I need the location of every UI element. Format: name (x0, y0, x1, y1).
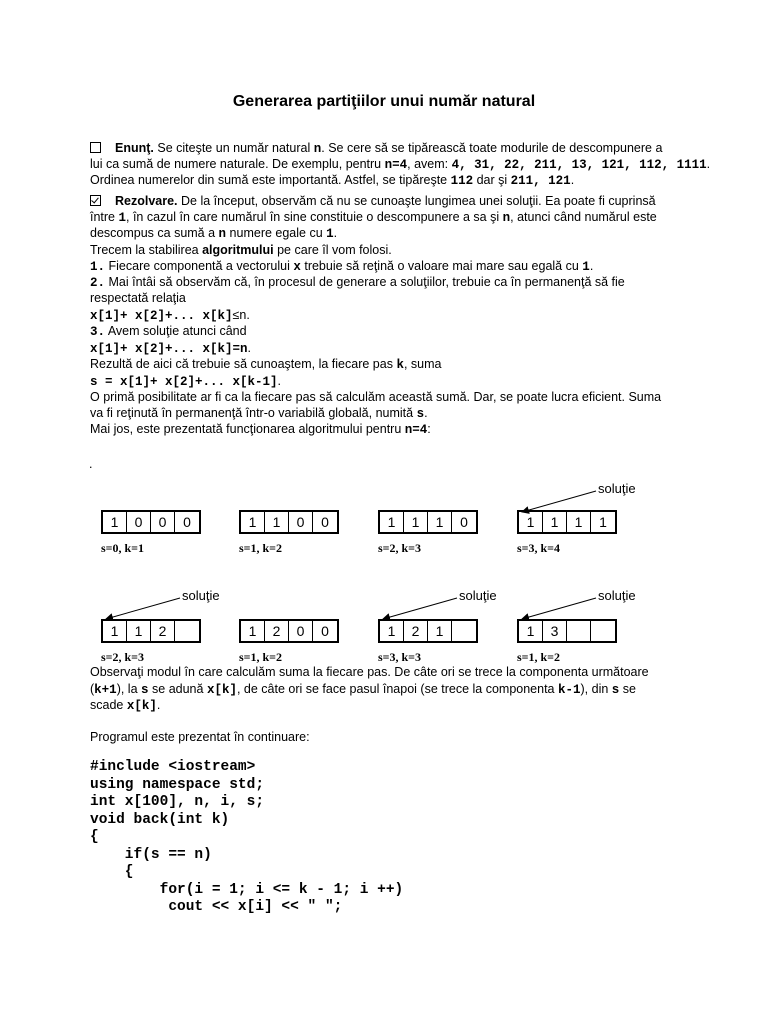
vector-row2-4 (517, 619, 617, 643)
var-n: n (218, 227, 227, 241)
code-line: for(i = 1; i <= k - 1; i ++) (90, 881, 404, 898)
example-112: 112 (450, 174, 474, 188)
vector-row1-3 (378, 510, 478, 534)
text: între (90, 210, 116, 224)
examples: 4, 31, 22, 211, 13, 121, 112, 1111 (451, 158, 707, 172)
stray-dot: . (89, 457, 93, 471)
vector-cell: 0 (151, 512, 175, 532)
text: , în cazul în care numărul în sine constituie o descompunere a sa şi (126, 210, 500, 224)
var-km1: k-1 (558, 683, 581, 697)
num-1: 1 (326, 227, 334, 241)
text: respectată relaţia (90, 291, 186, 305)
text: : (427, 422, 431, 436)
example-211: 211, 121 (510, 174, 571, 188)
solution-label: soluţie (459, 588, 497, 603)
var-x: x (293, 260, 301, 274)
text: . (424, 406, 428, 420)
var-k: k (396, 358, 404, 372)
var-xk: x[k] (126, 699, 157, 713)
text: dar şi (476, 173, 508, 187)
vector-cell: 1 (428, 621, 452, 641)
text: , suma (403, 357, 442, 371)
text: Se citeşte un număr natural (157, 141, 311, 155)
rezolvare-label: Rezolvare. (115, 194, 178, 208)
code-line: { (90, 864, 134, 880)
text: . (277, 374, 282, 388)
text: . (333, 226, 338, 240)
vector-cell: 1 (380, 512, 404, 532)
text: , de câte ori se face pasul înapoi (se trece la componenta (236, 682, 555, 696)
var-n4: n=4 (384, 158, 408, 172)
text: . (247, 341, 252, 355)
text: Trecem la stabilirea (90, 243, 199, 257)
text: lui ca sumă de numere naturale. De exemplu, pentru (90, 157, 382, 171)
vector-cell: 0 (127, 512, 151, 532)
after-line-2 (90, 681, 636, 698)
text: Rezultă de aici că trebuie să cunoaştem, la fiecare pas (90, 357, 393, 371)
vector-cell: 1 (241, 512, 265, 532)
var-s: s (416, 407, 425, 421)
text: numere egale cu (229, 226, 323, 240)
arrow-line (522, 491, 596, 512)
vector-cell: 1 (103, 512, 127, 532)
enunt-label: Enunţ. (115, 141, 154, 155)
code-line: #include <iostream> (90, 759, 256, 775)
point-number: 2. (90, 276, 106, 290)
text: . Se cere să se tipărească toate modurile de descompunere a (321, 141, 663, 155)
vector-label: s=3, k=4 (517, 541, 561, 555)
var-n: n (502, 211, 511, 225)
code-line: { (90, 829, 99, 845)
text: Programul este prezentat în continuare: (90, 730, 310, 744)
vector-cell: 1 (567, 512, 591, 532)
vector-cell: 1 (599, 514, 607, 530)
vector-cell (567, 621, 591, 641)
vector-cell: 0 (321, 623, 329, 639)
text: . (156, 698, 161, 712)
page-title: Generarea partiţiilor unui număr natural (232, 93, 536, 110)
algoritm-word: algoritmului (202, 243, 274, 257)
code-line: int x[100], n, i, s; (90, 794, 265, 810)
var-n4: n=4 (404, 423, 428, 437)
vector-cell: 1 (265, 512, 289, 532)
point-number: 3. (90, 325, 106, 339)
text: va fi reţinută în permanenţă într-o variabilă globală, numită (90, 406, 414, 420)
text: . (589, 259, 594, 273)
vector-cell: 1 (404, 512, 428, 532)
text: Observaţi modul în care calculăm suma la fiecare pas. De câte ori se trece la componenta următoare (90, 665, 649, 679)
solution-label: soluţie (182, 588, 220, 603)
vector-cell: 0 (289, 512, 313, 532)
vector-row2-2 (239, 619, 339, 643)
text: . (706, 157, 711, 171)
vector-cell: 1 (127, 621, 151, 641)
solution-label: soluţie (598, 588, 636, 603)
text: , atunci când numărul este (510, 210, 657, 224)
after-line-3 (90, 697, 160, 714)
vector-cell: 2 (265, 621, 289, 641)
code-line: cout << x[i] << " "; (90, 899, 343, 915)
var-xk: x[k] (206, 683, 237, 697)
vector-row1-2 (239, 510, 339, 534)
text: , avem: (407, 157, 449, 171)
point-number: 1. (90, 260, 106, 274)
vector-row2-1 (101, 619, 201, 643)
vector-label: s=1, k=2 (239, 541, 283, 555)
code-line: if(s == n) (90, 846, 212, 863)
vector-cell: 0 (183, 514, 191, 530)
text: Mai jos, este prezentată funcţionarea algoritmului pentru (90, 422, 402, 436)
vector-cell: 0 (289, 621, 313, 641)
text: . (570, 173, 575, 187)
code-line: using namespace std; (90, 776, 265, 793)
vector-cell: 3 (543, 621, 567, 641)
formula: x[1]+ x[2]+... x[k]=n (90, 342, 248, 356)
vector-cell: 1 (519, 512, 543, 532)
text: ), din (580, 682, 609, 696)
text: se (622, 682, 636, 696)
vector-cell: 2 (404, 621, 428, 641)
var-s: s (141, 683, 149, 697)
arrow-line (383, 598, 457, 619)
text: trebuie să reţină o valoare mai mare sau egală cu (304, 259, 579, 273)
after-line-4 (90, 729, 310, 745)
text: ), la (116, 682, 138, 696)
text: pe care îl vom folosi. (277, 243, 392, 257)
vector-cell (175, 621, 199, 641)
solution-label: soluţie (598, 481, 636, 496)
text: scade (90, 698, 124, 712)
vector-label: s=1, k=2 (239, 650, 283, 664)
vector-label: s=3, k=3 (378, 650, 422, 664)
text: descompus ca sumă a (90, 226, 216, 240)
vector-row1-4 (517, 510, 617, 534)
vector-cell: 1 (543, 512, 567, 532)
text: . (246, 308, 250, 322)
text: se adună (152, 682, 204, 696)
vector-cell (591, 621, 615, 641)
vector-cell (452, 621, 476, 641)
arrow-line (522, 598, 596, 619)
vector-cell: 1 (380, 621, 404, 641)
text: Fiecare componentă a vectorului (108, 259, 290, 273)
vector-cell: 1 (428, 512, 452, 532)
vector-label: s=0, k=1 (101, 541, 145, 555)
vector-label: s=1, k=2 (517, 650, 561, 664)
after-line-1 (90, 664, 649, 680)
vector-cell: 2 (151, 621, 175, 641)
code-block (90, 759, 403, 917)
text: Ordinea numerelor din sumă este importantă. Astfel, se tipăreşte (90, 173, 448, 187)
vector-cell: 1 (519, 621, 543, 641)
vector-label: s=2, k=3 (378, 541, 422, 555)
vector-cell: 1 (241, 621, 265, 641)
text: ( (90, 682, 95, 696)
num-1: 1 (582, 260, 590, 274)
vector-cell: 1 (103, 621, 127, 641)
formula: x[1]+ x[2]+... x[k] (90, 309, 233, 323)
text: Avem soluţie atunci când (107, 324, 247, 338)
vector-row2-3 (378, 619, 478, 643)
var-s: s (611, 683, 620, 697)
vector-row1-1 (101, 510, 201, 534)
var-k1: k+1 (94, 683, 117, 697)
text: Mai întâi să observăm că, în procesul de generare a soluţiilor, trebuie ca în permanenţă să fie (108, 275, 625, 289)
vector-cell: 0 (321, 514, 329, 530)
num-1: 1 (118, 211, 127, 225)
text: O primă posibilitate ar fi ca la fiecare pas să calculăm această sumă. Dar, se poate lucra eficient. Suma (90, 390, 662, 404)
formula: s = x[1]+ x[2]+... x[k-1] (90, 375, 278, 389)
vector-cell: 0 (460, 514, 468, 530)
vector-label: s=2, k=3 (101, 650, 145, 664)
var-n: n (313, 142, 322, 156)
code-line: void back(int k) (90, 811, 230, 828)
arrow-line (106, 598, 180, 619)
text: De la început, observăm că nu se cunoaşte lungimea unei soluţii. Ea poate fi cuprinsă (181, 194, 656, 208)
formula-op: ≤n (232, 308, 247, 322)
